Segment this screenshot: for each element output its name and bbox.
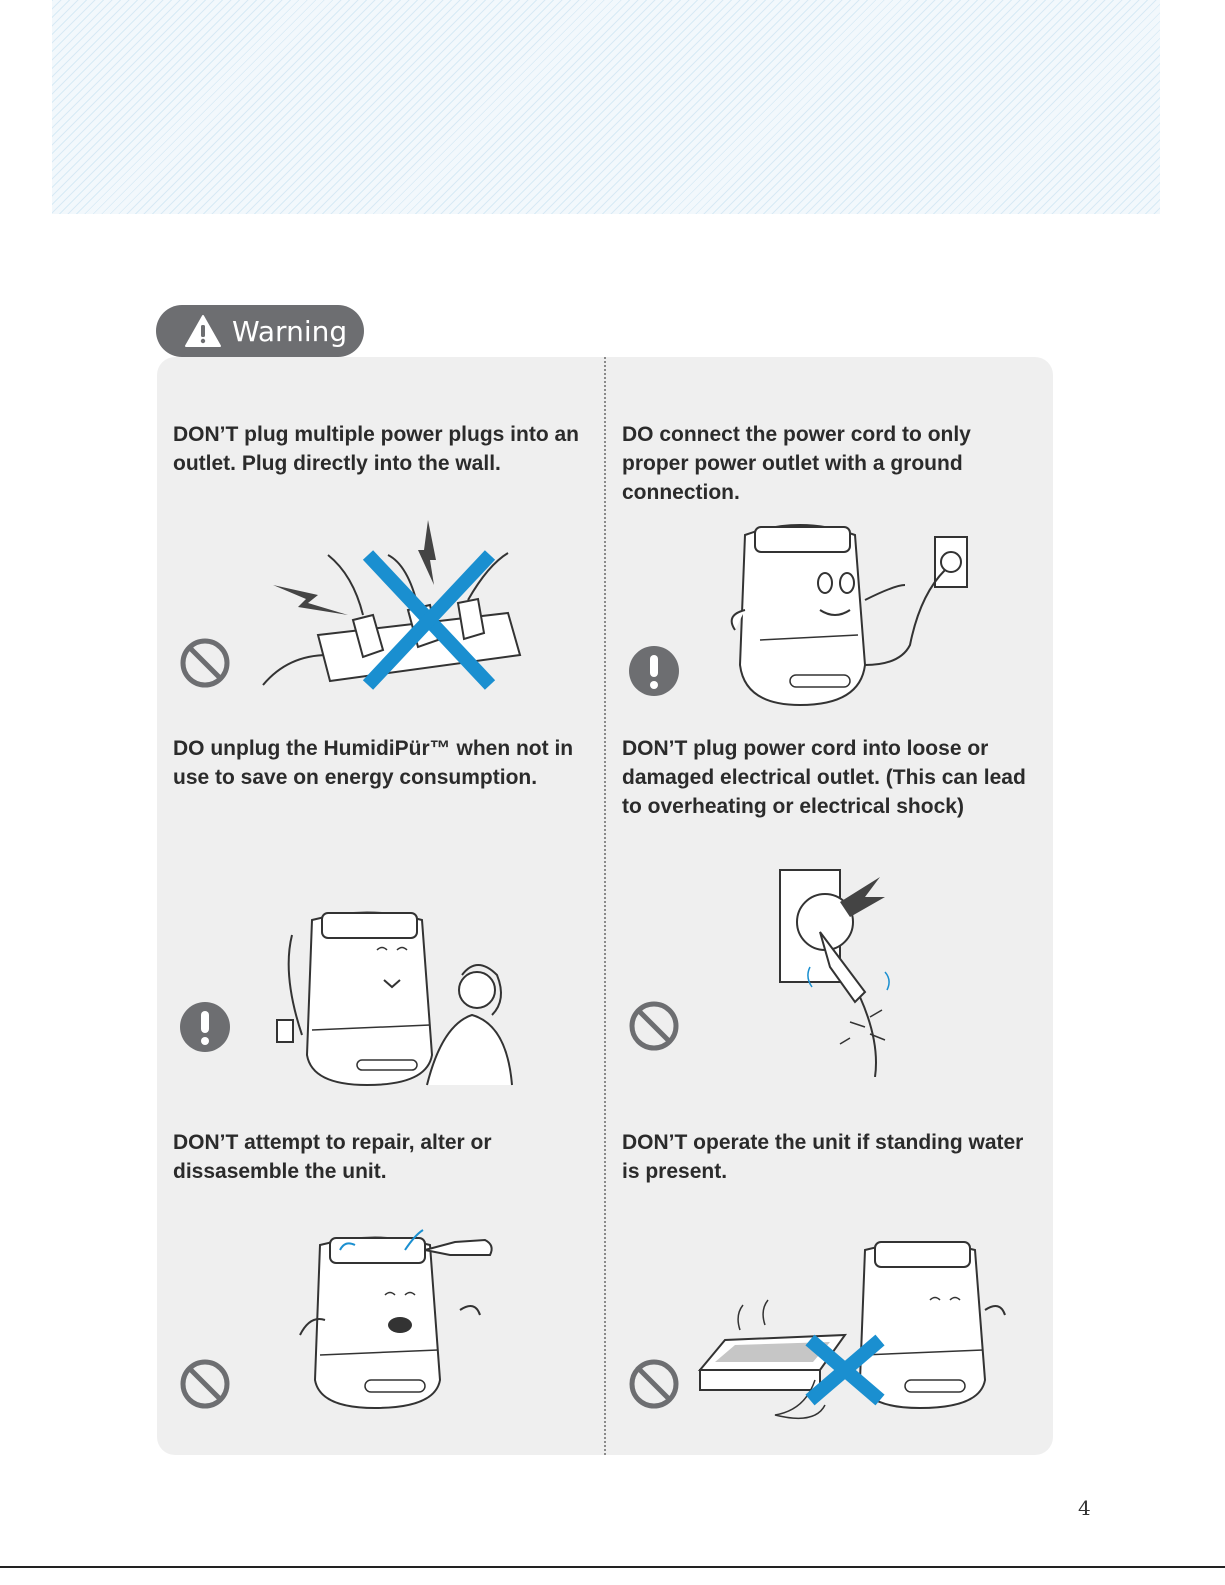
damaged-outlet-illustration	[770, 862, 900, 1077]
power-strip-illustration	[258, 515, 528, 695]
header-band	[52, 0, 1160, 214]
column-divider	[604, 357, 606, 1455]
warning-item-text: DO unplug the HumidiPür™ when not in use to save on energy consumption.	[173, 737, 574, 789]
repair-illustration	[295, 1220, 500, 1410]
grounded-outlet-illustration	[730, 515, 975, 710]
prohibited-icon	[179, 1358, 231, 1410]
warning-label: Warning	[232, 314, 348, 348]
warning-item-text: DO connect the power cord to only proper power outlet with a ground connection.	[622, 423, 971, 504]
prohibited-icon	[628, 1358, 680, 1410]
warning-triangle-icon	[184, 314, 222, 348]
prohibited-icon	[628, 1000, 680, 1052]
warning-item-text: DON’T plug multiple power plugs into an outlet. Plug directly into the wall.	[173, 423, 579, 475]
mandatory-icon	[628, 645, 680, 697]
page-number: 4	[1078, 1496, 1091, 1520]
bottom-rule	[0, 1566, 1225, 1568]
warning-item-text: DON’T operate the unit if standing water is present.	[622, 1131, 1024, 1183]
prohibited-icon	[179, 637, 231, 689]
standing-water-illustration	[695, 1230, 1015, 1425]
warning-item-text: DON’T plug power cord into loose or damaged electrical outlet. (This can lead to overheating or electrical shock)	[622, 737, 1026, 818]
mandatory-icon	[179, 1001, 231, 1053]
warning-item-text: DON’T attempt to repair, alter or dissasemble the unit.	[173, 1131, 492, 1183]
unplug-illustration	[272, 905, 517, 1090]
warning-badge	[156, 305, 364, 357]
